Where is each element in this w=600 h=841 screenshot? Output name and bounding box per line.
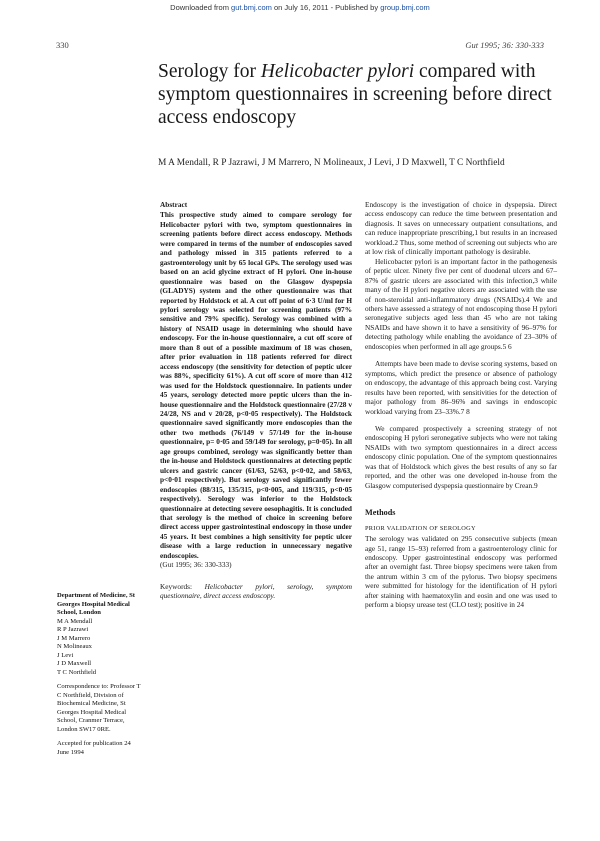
abstract-heading: Abstract	[160, 200, 188, 209]
keywords-label: Keywords:	[160, 581, 193, 591]
article-title	[158, 60, 558, 129]
affiliation-person: J Levi	[57, 651, 74, 659]
author-list: M A Mendall, R P Jazrawi, J M Marrero, N Molineaux, J Levi, J D Maxwell, T C Northfield	[158, 158, 505, 168]
affiliation-person: M A Mendall	[57, 617, 93, 625]
body-paragraph: We compared prospectively a screening strategy of not endoscoping H pylori seronegative subjects who were not taking NSAIDs with two symptom questionnaires in a direct access endoscopy clinic population. One of the symptom questionnaires was that of Holdstock which gives the best results of any so far reported, and the other was one developed in-house from the Glasgow computerised dyspepsia questionnaire by Crean.9	[365, 423, 557, 490]
methods-heading: Methods	[365, 508, 396, 518]
correspondence-address: Correspondence to: Professor T C Northfield, Division of Biochemical Medicine, St Georges Hospital Medical School, Cranmer Terrace, London SW17 0RE.	[57, 683, 141, 733]
methods-subheading: PRIOR VALIDATION OF SEROLOGY	[365, 524, 476, 532]
page-number: 330	[56, 40, 69, 50]
affiliation-block	[57, 592, 143, 757]
title-part-2: compared with symptom questionnaires in screening before direct access endoscopy	[158, 61, 552, 128]
affiliation-person: J D Maxwell	[57, 660, 92, 667]
abstract-text: This prospective study aimed to compare serology for Helicobacter pylori with two, symptom questionnaires in screening patients before direct access endoscopy. Methods were compared in terms of the number of endoscopies saved and pathology missed in 315 patients referred to a gastroenterology unit by 65 local GPs. The serology used was based on an acid glycine extract of H pylori. One in-house questionnaire was based on the Glasgow dyspepsia (GLADYS) system and the other questionnaire was that reported by Holdstock et al. A cut off point of 6·3 U/ml for H pylori serology was selected for screening patients (97% sensitive and 79% specific). Serology was combined with a history of NSAID usage in determining who should have endoscopy. For the in-house questionnaire, a cut off score of more than 8 out of a possible maximum of 18 was chosen, after prior evaluation in 118 patients referred for direct access endoscopy (the sensitivity for detection of peptic ulcer was 88%, specificity 61%). A cut off score of more than 412 was used for the Holdstock questionnaire. In patients under 45 years, serology detected more peptic ulcers than the in-house questionnaire and the Holdstock questionnaire (27/28 v 24/28, NS and v 20/28, p<0·05 respectively). The Holdstock questionnaire saved significantly more endoscopies than the other two methods (76/149 v 57/149 for the in-house questionnaire, p= 0·05 and 59/149 for serology, p=0·05). In all age groups combined, serology was significantly better than the in-house and Holdstock questionnaires at detecting peptic ulcers and gastric cancer (61/63, 52/63, p<0·02, and 58/63, p<0·01 respectively). But serology saved significantly fewer endoscopies (88/315, 135/315, p<0·005, and 119/315, p<0·05 respectively). Serology was inferior to the Holdstock questionnaire at detecting severe oesophagitis. It is concluded that serology is the method of choice in screening before direct access upper gastrointestinal endoscopy in those under 45 years. It best combines a high sensitivity for peptic ulcer disease with a large reduction in unnecessary negative endoscopies.	[160, 210, 352, 560]
body-column	[365, 200, 557, 610]
affiliation-department: Department of Medicine, St Georges Hospital Medical School, London	[57, 592, 136, 616]
body-paragraph: Endoscopy is the investigation of choice in dyspepsia. Direct access endoscopy can reduce the time between presentation and diagnosis. It saves on unnecessary outpatient consultations, and can reduce inappropriate prescribing,1 but results in an increased workload.2 Thus, some method of screening out subjects who are at low risk of clinically important pathology is desirable.	[365, 200, 557, 257]
keywords-text: Helicobacter pylori, serology, symptom questionnaire, direct access endoscopy.	[160, 581, 353, 601]
title-organism: Helicobacter pylori	[260, 61, 415, 82]
abstract-column	[160, 200, 352, 601]
paragraph-spacer	[365, 416, 557, 424]
affiliation-person: N Molineaux	[57, 643, 92, 650]
body-paragraph: Attempts have been made to devise scoring systems, based on symptoms, which predict the presence or absence of pathology on endoscopy, the advantage of this approach being cost. Varying results have been reported, with sensitivities for the detection of major pathology from 86–96% and savings in endoscopic workload varying from 23–33%.7 8	[365, 359, 557, 416]
body-paragraph: Helicobacter pylori is an important factor in the pathogenesis of peptic ulcer. Ninety five per cent of duodenal ulcers and 67–87% of gastric ulcers are associated with this infection,3 while many of the H pylori negative ulcers are associated with the use of non-steroidal anti-inflammatory drugs (NSAIDs).4 We and others have assessed a strategy of not endoscoping those H pylori seronegative subjects aged less than 45 who are not taking NSAIDs and have shown it to have a sensitivity of 96–97% for detecting pathology while enabling the avoidance of 23–30% of endoscopies when performed in all age groups.5 6	[365, 256, 557, 351]
paragraph-spacer	[365, 351, 557, 359]
site-link[interactable]: gut.bmj.com	[231, 3, 272, 12]
banner-prefix: Downloaded from	[170, 3, 229, 12]
publisher-link[interactable]: group.bmj.com	[380, 3, 430, 12]
title-part-1: Serology for	[158, 61, 261, 82]
keywords	[160, 582, 352, 601]
abstract-reference: (Gut 1995; 36: 330-333)	[160, 560, 232, 570]
affiliation-person: J M Marrero	[57, 634, 91, 642]
journal-citation: Gut 1995; 36: 330-333	[465, 40, 544, 50]
affiliation-person: R P Jazrawi	[57, 626, 89, 633]
banner-middle: on July 16, 2011 - Published by	[274, 3, 379, 12]
download-banner	[0, 3, 600, 12]
accepted-date: Accepted for publication 24 June 1994	[57, 740, 131, 756]
affiliation-person: T C Northfield	[57, 668, 97, 676]
body-paragraph: The serology was validated on 295 consecutive subjects (mean age 51, range 15–93) referred from a gastroenterology clinic for endoscopy. Upper gastrointestinal endoscopy was performed after an overnight fast. Three biopsy specimens were taken from the antrum within 3 cm of the pylorus. Two biopsy specimens were submitted for histology for the identification of H pylori after staining with haematoxylin and eosin and one was used to perform a biopsy urease test (CLO test); positive in 24	[365, 534, 557, 610]
